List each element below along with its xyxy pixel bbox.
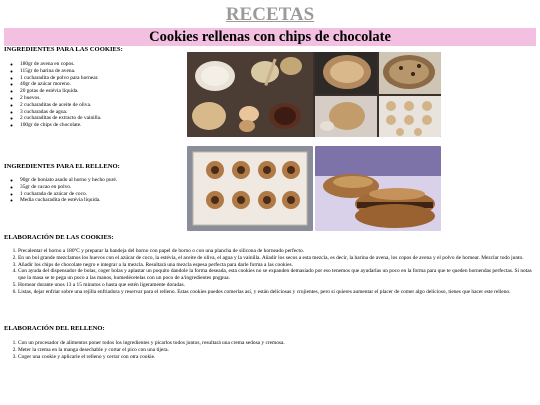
- list-item: ◦ 90gr de boniato asado al horno y hecho puré.: [20, 177, 117, 184]
- list-item: ◦ 3 cucharadas de agua.: [20, 109, 101, 116]
- list-item: ◦ 2 cucharaditas de aceite de oliva.: [20, 102, 101, 109]
- list-item: ◦ 35gr de cacao en polvo.: [20, 184, 117, 191]
- list-item: ◦ 40gr de azúcar moreno.: [20, 81, 101, 88]
- list-item: ◦ 115gr de harina de avena.: [20, 68, 101, 75]
- list-item: 4. Con ayuda del dispensador de bolas, coger bolas y aplastar un poquito dandole la forma deseada, esta cookies no se expanden demasiado por eso tenemos que ayudarlas un poco en la forma para que te queden hornendas perfectas. Si notas que la masa se te pega un poco a las manos, humedécetelas con un poco de a/ingredientes pngpua.: [18, 268, 534, 282]
- ingredients-cookies-list: [4, 61, 101, 129]
- steps-filling-heading: ELABORACIÓN DEL RELLENO:: [4, 325, 105, 332]
- list-item: 3. Añadir los chips de chocolate negro e integrar a la mezcla. Resultará una mezcla espesa perfecta para darle forma a las cookies.: [18, 262, 534, 269]
- ingredients-cookies-heading: INGREDIENTES PARA LAS COOKIES:: [4, 46, 123, 53]
- list-item: ◦ 1 cucharada de azúcar de coco.: [20, 191, 117, 198]
- preparation-photo-collage: [187, 52, 441, 137]
- baked-cookies-tray-photo: [187, 146, 313, 231]
- list-item: 3. Coger una cookie y aplicarle el relleno y cerrar con otra cookie.: [18, 354, 534, 361]
- ingredients-filling-heading: INGREDIENTES PARA EL RELLENO:: [4, 163, 120, 170]
- list-item: 1. Precalentar el horno a 180ºC y preparar la bandeja del horno con papel de horno o con una plancha de silicona de horneado perfecto.: [18, 248, 534, 255]
- steps-cookies-heading: ELABORACIÓN DE LAS COOKIES:: [4, 234, 114, 241]
- list-item: 2. En un bol grande mezclamos los huevos con el azúcar de coco, la estévia, el aceite de oliva, el agua y la vainilla. Añadir los secos a esta mezcla, es decir, la harina de avena, los copos de avena y el polvo de hornear. Mezclar todo junto.: [18, 255, 534, 262]
- list-item: 5. Hornear durante unos 13 a 15 minutos o hasta que estén ligeramente doradas.: [18, 282, 534, 289]
- steps-cookies-list: [4, 248, 534, 296]
- list-item: ◦ 2 huevos.: [20, 95, 101, 102]
- list-item: ◦ 2 cucharaditas de extracto de vainilla.: [20, 115, 101, 122]
- list-item: ◦ Media cucharadita de estévia líquida.: [20, 197, 117, 204]
- filled-cookies-stack-photo: [315, 146, 441, 231]
- list-item: 1. Con un procesador de alimentos poner todos los ingredientes y picarlos todos juntos, resultará una crema sedosa y cremosa.: [18, 340, 534, 347]
- list-item: ◦ 20 gotas de estévia líquida.: [20, 88, 101, 95]
- steps-filling-list: [4, 340, 534, 360]
- list-item: ◦ 1 cucharadita de polvo para hornear.: [20, 75, 101, 82]
- list-item: 2. Meter la crema en la manga desechable y cortar el pico con una tijera.: [18, 347, 534, 354]
- list-item: ◦ 180gr de avena en copos.: [20, 61, 101, 68]
- ingredients-filling-list: [4, 177, 117, 204]
- recipe-title: Cookies rellenas con chips de chocolate: [4, 28, 536, 46]
- list-item: ◦ 100gr de chips de chocolate.: [20, 122, 101, 129]
- site-title: RECETAS: [225, 4, 315, 25]
- list-item: 6. Listas, dejar enfriar sobre una rejilla enfriadora y reservar para el relleno. Estas cookies puedes comerlas así, y están deliciosas y crujientes, pero si quieres aumentar el placer de comer algo delicioso, tienes que hacer este relleno.: [18, 289, 534, 296]
